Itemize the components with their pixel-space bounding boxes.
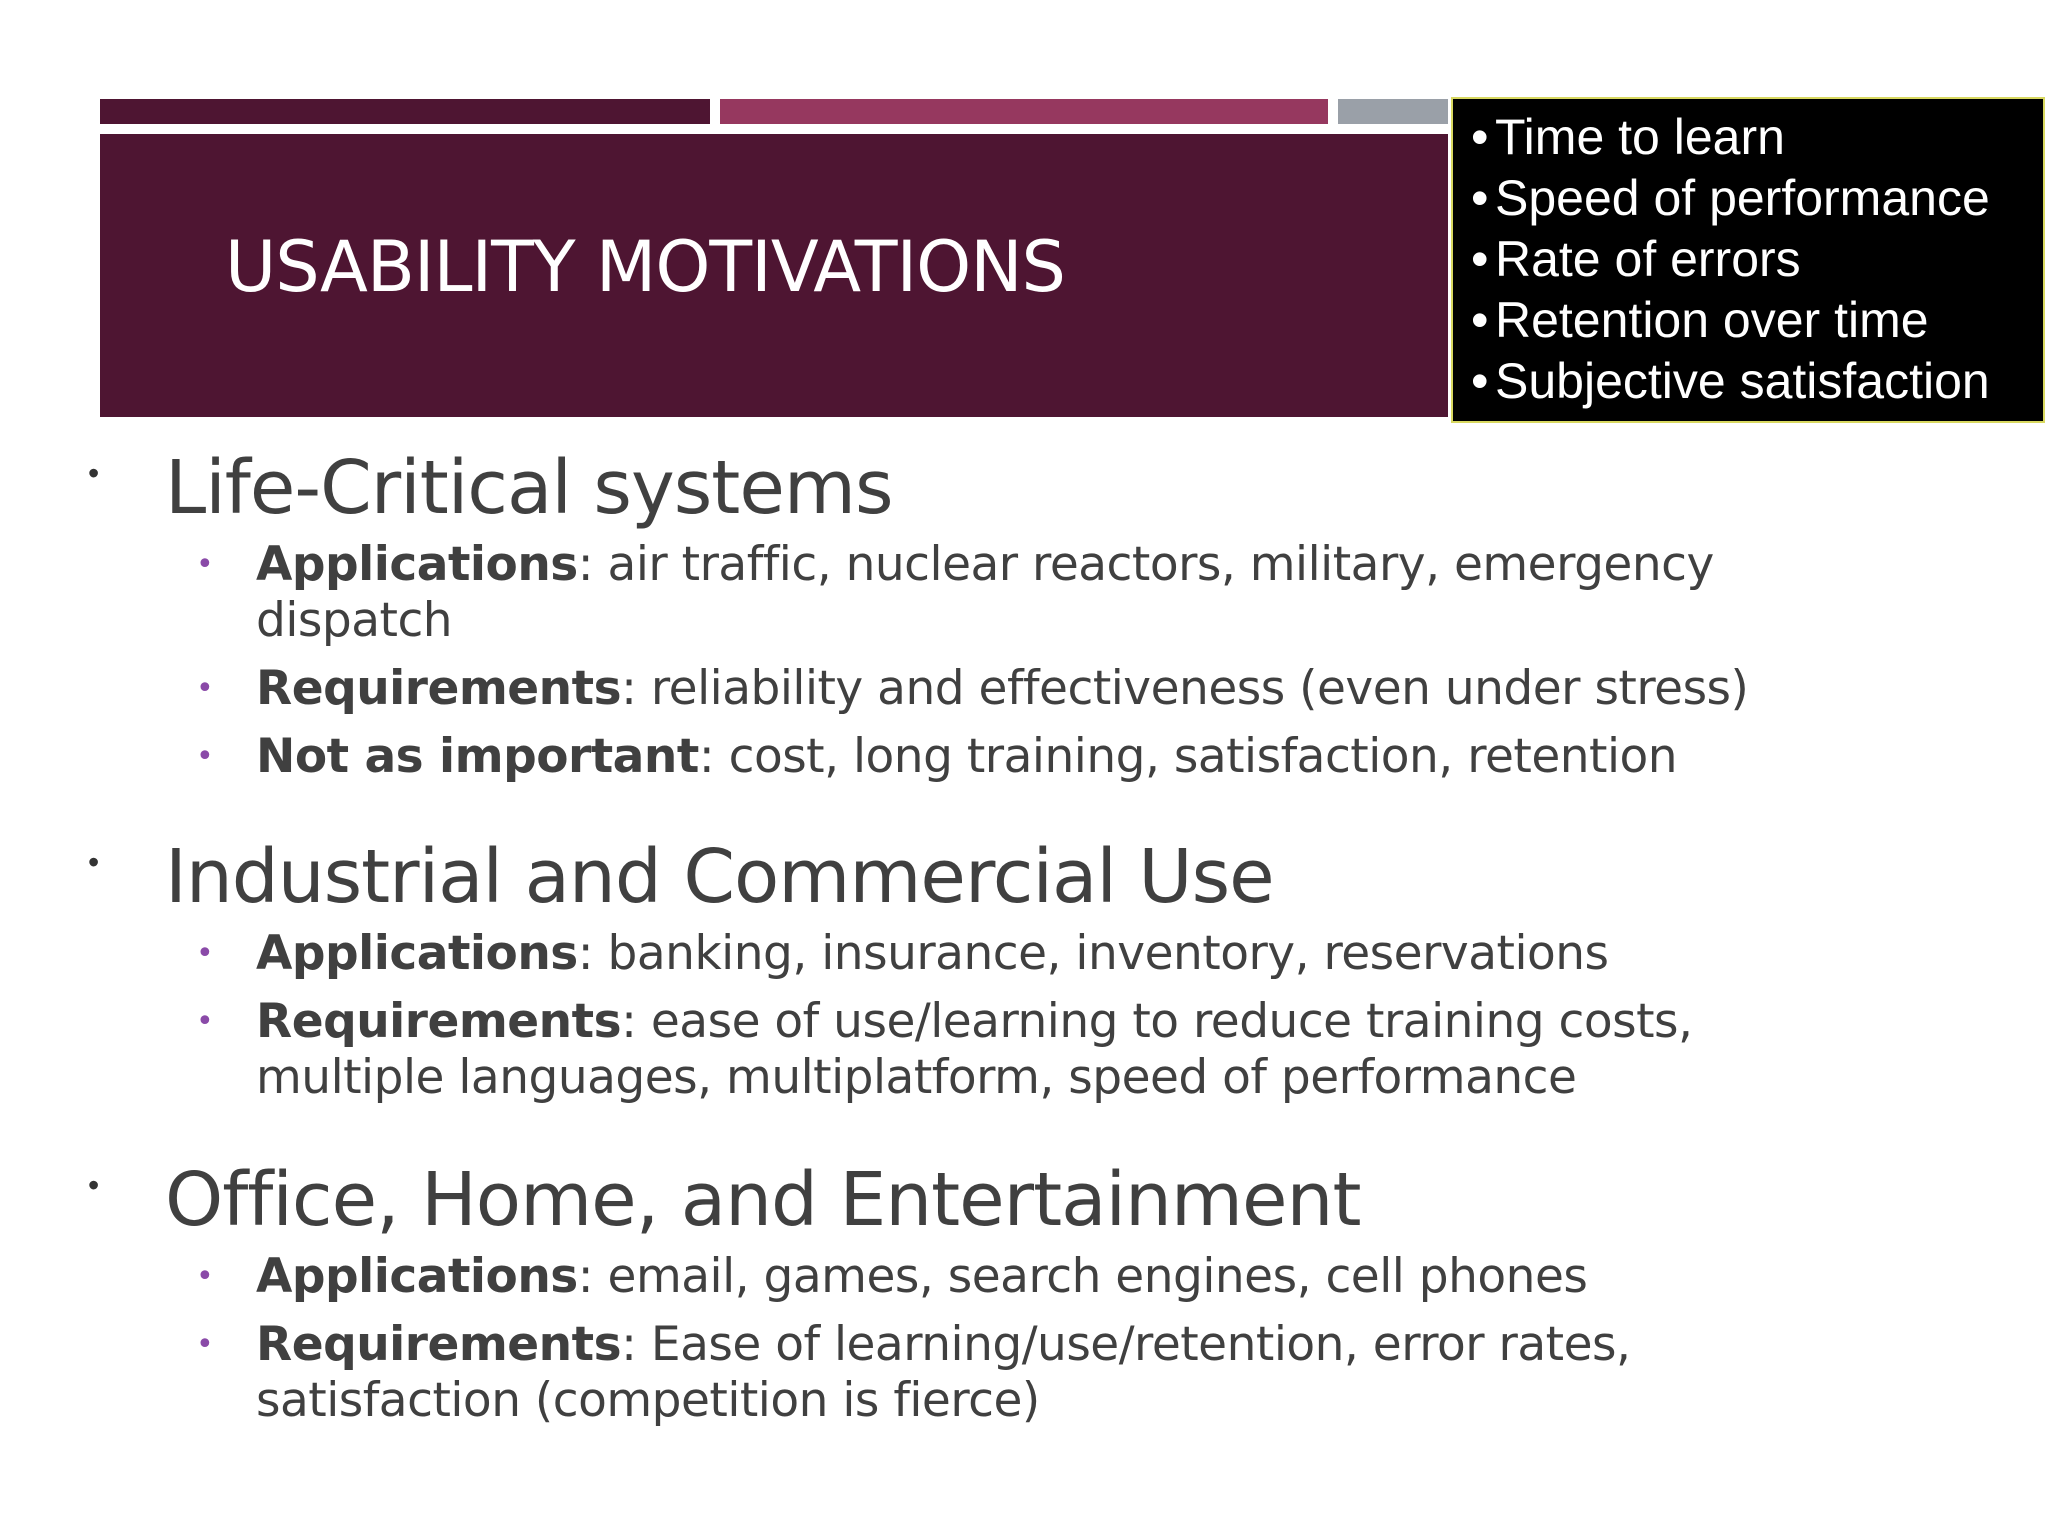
item-key: Not as important — [256, 729, 699, 784]
item-text: : banking, insurance, inventory, reservations — [577, 926, 1609, 981]
list-item — [0, 661, 1816, 717]
metric-item: • Subjective satisfaction — [1471, 351, 2043, 412]
list-item — [0, 1249, 1816, 1305]
item-key: Requirements — [256, 994, 622, 1049]
slide-title: USABILITY MOTIVATIONS — [225, 226, 1065, 308]
item-text: : email, games, search engines, cell phones — [577, 1249, 1588, 1304]
list-item — [0, 1317, 1816, 1429]
sub-bullet-icon: • — [196, 671, 214, 706]
section-items — [0, 537, 2048, 797]
item-text: : cost, long training, satisfaction, retention — [698, 729, 1678, 784]
item-key: Applications — [256, 926, 578, 981]
sub-bullet-icon: • — [196, 1259, 214, 1294]
sub-bullet-icon: • — [196, 1004, 214, 1039]
bullet-icon: • — [88, 844, 100, 880]
item-text: : reliability and effectiveness (even under stress) — [621, 661, 1749, 716]
section-title: Life-Critical systems — [165, 445, 893, 531]
item-text: : Ease of learning/use/retention, error rates, satisfaction (competition is fierce) — [256, 1317, 1631, 1428]
metric-item: • Time to learn — [1471, 107, 2043, 168]
item-text: : ease of use/learning to reduce training costs, multiple languages, multiplatform, speed of performance — [256, 994, 1693, 1105]
item-key: Requirements — [256, 661, 622, 716]
metric-item: • Rate of errors — [1471, 229, 2043, 290]
item-key: Requirements — [256, 1317, 622, 1372]
sub-bullet-icon: • — [196, 739, 214, 774]
metric-item: • Retention over time — [1471, 290, 2043, 351]
list-item — [0, 729, 1816, 785]
item-key: Applications — [256, 1249, 578, 1304]
section-title: Industrial and Commercial Use — [165, 834, 1274, 920]
sub-bullet-icon: • — [196, 1327, 214, 1362]
list-item — [0, 537, 1816, 649]
section-items — [0, 926, 2048, 1118]
section-items — [0, 1249, 2048, 1441]
list-item — [0, 994, 1816, 1106]
sub-bullet-icon: • — [196, 936, 214, 971]
list-item — [0, 926, 1816, 982]
metric-item: • Speed of performance — [1471, 168, 2043, 229]
item-key: Applications — [256, 537, 578, 592]
sub-bullet-icon: • — [196, 547, 214, 582]
item-text: : air traffic, nuclear reactors, military, emergency dispatch — [256, 537, 1714, 648]
bullet-icon: • — [88, 1167, 100, 1203]
section-title: Office, Home, and Entertainment — [165, 1157, 1361, 1243]
bullet-icon: • — [88, 455, 100, 491]
